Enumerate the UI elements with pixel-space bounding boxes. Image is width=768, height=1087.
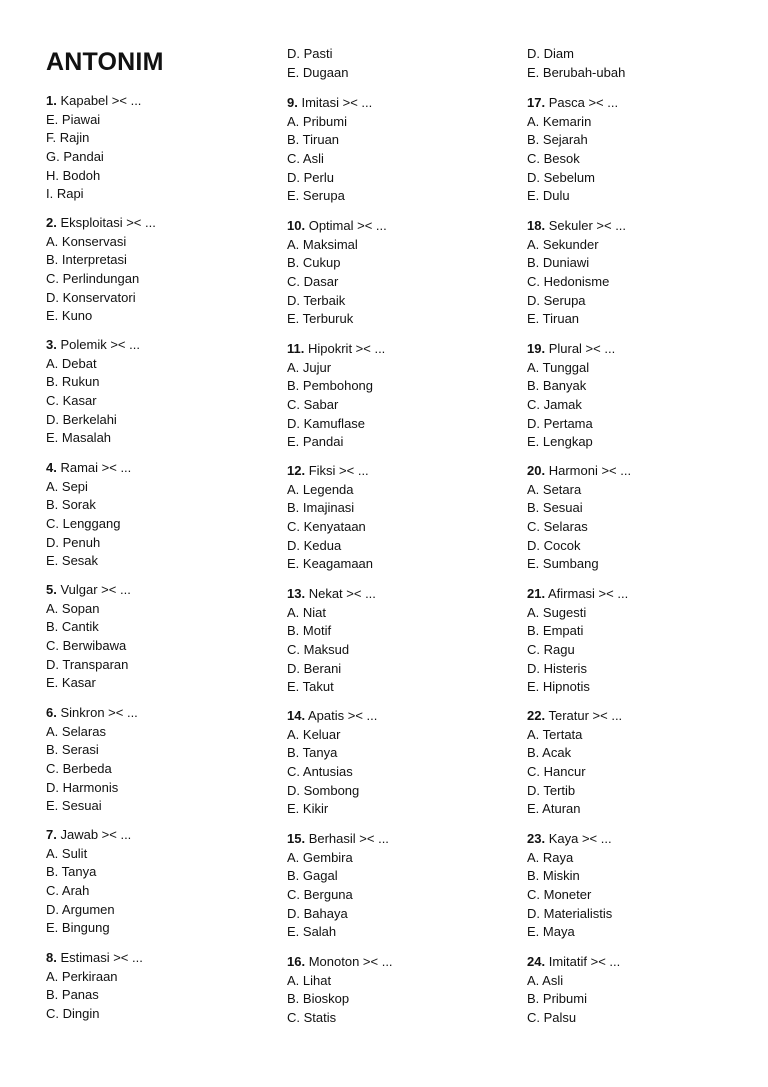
question-number: 24. <box>527 954 546 969</box>
question-header <box>46 214 156 233</box>
answer-option: D. Tertib <box>527 782 576 798</box>
answer-option: C. Berbeda <box>46 761 112 777</box>
question-word: Sinkron >< ... <box>60 705 138 720</box>
question-number: 20. <box>527 463 546 478</box>
question-header <box>287 462 373 481</box>
question-header <box>527 94 618 113</box>
answer-option: B. Pembohong <box>287 378 374 394</box>
question-15 <box>287 830 389 942</box>
answer-option: B. Tanya <box>46 864 97 880</box>
answer-option: E. Piawai <box>46 111 101 127</box>
question-3 <box>46 336 140 448</box>
answer-option: C. Berguna <box>287 887 353 903</box>
question-1 <box>46 92 141 204</box>
answer-option: A. Keluar <box>287 726 341 742</box>
question-number: 18. <box>527 218 546 233</box>
question-word: Apatis >< ... <box>307 708 378 723</box>
question-header <box>46 336 140 355</box>
answer-option: D. Berkelahi <box>46 411 117 427</box>
answer-option: A. Perkiraan <box>46 968 118 984</box>
answer-option: E. Salah <box>287 924 337 940</box>
question-header <box>527 585 628 604</box>
answer-option: B. Banyak <box>527 378 587 394</box>
answer-option: C. Jamak <box>527 397 582 413</box>
answer-option: E. Maya <box>527 924 575 940</box>
question-word: Jawab >< ... <box>60 827 132 842</box>
answer-option: D. Penuh <box>46 534 101 550</box>
answer-option: D. Kamuflase <box>287 415 366 431</box>
answer-option: B. Empati <box>527 623 584 639</box>
question-word: Estimasi >< ... <box>60 950 143 965</box>
question-header <box>46 826 131 845</box>
answer-option: E. Keagamaan <box>287 556 374 572</box>
answer-option: E. Lengkap <box>527 434 593 450</box>
question-header <box>287 217 387 236</box>
question-header <box>287 830 389 849</box>
answer-option: C. Kenyataan <box>287 519 366 535</box>
answer-option: G. Pandai <box>46 149 104 165</box>
answer-option: C. Statis <box>287 1010 337 1026</box>
question-header <box>527 953 620 972</box>
answer-option: F. Rajin <box>46 130 90 146</box>
answer-option: B. Cantik <box>46 619 99 635</box>
answer-option: B. Pribumi <box>527 991 587 1007</box>
question-word: Pasca >< ... <box>548 95 619 110</box>
answer-option: C. Hancur <box>527 764 586 780</box>
question-header <box>527 217 626 236</box>
question-8-continued <box>287 45 348 82</box>
question-word: Ramai >< ... <box>60 460 132 475</box>
question-number: 23. <box>527 831 546 846</box>
answer-option: D. Harmonis <box>46 779 119 795</box>
answer-option: C. Maksud <box>287 642 350 658</box>
answer-option: E. Sesuai <box>46 798 102 814</box>
answer-option: E. Pandai <box>287 434 344 450</box>
question-word: Kapabel >< ... <box>60 93 142 108</box>
answer-option: B. Sesuai <box>527 500 583 516</box>
question-word: Hipokrit >< ... <box>307 341 386 356</box>
question-number: 9. <box>287 95 298 110</box>
answer-option: E. Tiruan <box>527 311 580 327</box>
answer-option: A. Legenda <box>287 481 354 497</box>
question-number: 5. <box>46 582 57 597</box>
answer-option: E. Kuno <box>46 308 93 324</box>
question-16-continued <box>527 45 625 82</box>
question-10 <box>287 217 387 329</box>
answer-option: D. Pertama <box>527 415 593 431</box>
question-header <box>287 707 377 726</box>
question-number: 21. <box>527 586 546 601</box>
question-word: Kaya >< ... <box>548 831 612 846</box>
question-19 <box>527 340 615 452</box>
question-word: Sekuler >< ... <box>548 218 627 233</box>
answer-option: B. Bioskop <box>287 991 350 1007</box>
answer-option: I. Rapi <box>46 186 84 202</box>
question-number: 13. <box>287 586 306 601</box>
question-number: 6. <box>46 705 57 720</box>
question-number: 15. <box>287 831 306 846</box>
answer-option: E. Kikir <box>287 801 329 817</box>
answer-option: E. Berubah-ubah <box>527 64 626 80</box>
answer-option: C. Antusias <box>287 764 353 780</box>
answer-option: C. Arah <box>46 883 90 899</box>
answer-option: B. Sejarah <box>527 132 588 148</box>
question-22 <box>527 707 622 819</box>
answer-option: C. Ragu <box>527 642 575 658</box>
question-number: 7. <box>46 827 57 842</box>
answer-option: B. Tiruan <box>287 132 340 148</box>
question-header <box>46 704 138 723</box>
question-number: 8. <box>46 950 57 965</box>
question-header <box>287 953 393 972</box>
answer-option: D. Pasti <box>287 46 333 61</box>
answer-option: E. Aturan <box>527 801 581 817</box>
question-7 <box>46 826 131 938</box>
answer-option: E. Dugaan <box>287 64 349 80</box>
question-6 <box>46 704 138 816</box>
answer-option: A. Raya <box>527 849 574 865</box>
question-17 <box>527 94 618 206</box>
question-word: Monoton >< ... <box>308 954 393 969</box>
answer-option: A. Sopan <box>46 600 100 616</box>
question-word: Imitasi >< ... <box>301 95 373 110</box>
question-word: Afirmasi >< ... <box>547 586 629 601</box>
question-number: 19. <box>527 341 546 356</box>
answer-option: B. Miskin <box>527 868 580 884</box>
answer-option: E. Hipnotis <box>527 679 590 695</box>
answer-option: B. Motif <box>287 623 332 639</box>
answer-option: C. Dingin <box>46 1006 100 1022</box>
question-word: Imitatif >< ... <box>548 954 621 969</box>
answer-option: A. Debat <box>46 355 97 371</box>
question-number: 22. <box>527 708 546 723</box>
answer-option: D. Argumen <box>46 901 115 917</box>
question-number: 10. <box>287 218 306 233</box>
question-5 <box>46 581 131 693</box>
question-word: Fiksi >< ... <box>308 463 369 478</box>
answer-option: E. Sumbang <box>527 556 599 572</box>
answer-option: D. Cocok <box>527 537 581 553</box>
question-header <box>46 459 131 478</box>
answer-option: A. Maksimal <box>287 236 358 252</box>
question-2 <box>46 214 156 326</box>
answer-option: A. Lihat <box>287 972 332 988</box>
answer-option: E. Bingung <box>46 920 110 936</box>
answer-option: D. Serupa <box>527 292 586 308</box>
answer-option: D. Perlu <box>287 169 334 185</box>
question-number: 14. <box>287 708 306 723</box>
question-header <box>527 707 622 726</box>
answer-option: C. Selaras <box>527 519 588 535</box>
question-number: 2. <box>46 215 57 230</box>
answer-option: A. Sulit <box>46 845 88 861</box>
answer-option: D. Transparan <box>46 656 129 672</box>
answer-option: D. Histeris <box>527 660 587 676</box>
answer-option: B. Interpretasi <box>46 252 127 268</box>
answer-option: B. Rukun <box>46 374 100 390</box>
answer-option: A. Konservasi <box>46 233 127 249</box>
question-number: 1. <box>46 93 57 108</box>
answer-option: C. Sabar <box>287 397 339 413</box>
answer-option: C. Asli <box>287 151 324 167</box>
answer-option: A. Selaras <box>46 723 106 739</box>
answer-option: B. Serasi <box>46 742 99 758</box>
question-4 <box>46 459 131 571</box>
answer-option: D. Konservatori <box>46 289 136 305</box>
answer-option: A. Setara <box>527 481 582 497</box>
answer-option: D. Kedua <box>287 537 342 553</box>
question-word: Optimal >< ... <box>308 218 387 233</box>
page-title: ANTONIM <box>46 48 164 76</box>
answer-option: A. Gembira <box>287 849 353 865</box>
question-word: Polemik >< ... <box>60 337 140 352</box>
answer-option: D. Materialistis <box>527 905 613 921</box>
question-11 <box>287 340 385 452</box>
question-9 <box>287 94 372 206</box>
question-number: 11. <box>287 341 305 356</box>
answer-option: H. Bodoh <box>46 167 101 183</box>
question-header <box>46 92 141 111</box>
question-header <box>287 340 385 359</box>
answer-option: C. Kasar <box>46 393 97 409</box>
answer-option: E. Kasar <box>46 675 96 691</box>
question-number: 4. <box>46 460 57 475</box>
answer-option: A. Niat <box>287 604 327 620</box>
answer-option: B. Acak <box>527 745 572 761</box>
answer-option: D. Sombong <box>287 782 360 798</box>
answer-option: C. Perlindungan <box>46 271 140 287</box>
question-24 <box>527 953 620 1028</box>
answer-option: E. Terburuk <box>287 311 354 327</box>
question-word: Harmoni >< ... <box>548 463 632 478</box>
answer-option: E. Sesak <box>46 553 99 569</box>
answer-option: B. Sorak <box>46 497 96 513</box>
answer-option: B. Duniawi <box>527 255 590 271</box>
answer-option: E. Serupa <box>287 188 345 204</box>
question-header <box>46 581 131 600</box>
answer-option: B. Panas <box>46 987 99 1003</box>
answer-option: B. Tanya <box>287 745 338 761</box>
answer-option: C. Moneter <box>527 887 592 903</box>
question-word: Berhasil >< ... <box>308 831 389 846</box>
answer-option: B. Gagal <box>287 868 338 884</box>
question-word: Nekat >< ... <box>308 586 376 601</box>
answer-option: B. Imajinasi <box>287 500 355 516</box>
answer-option: D. Terbaik <box>287 292 346 308</box>
question-12 <box>287 462 373 574</box>
answer-option: C. Dasar <box>287 274 339 290</box>
question-23 <box>527 830 612 942</box>
question-number: 17. <box>527 95 546 110</box>
answer-option: A. Sugesti <box>527 604 587 620</box>
question-20 <box>527 462 631 574</box>
answer-option: C. Berwibawa <box>46 638 127 654</box>
question-number: 12. <box>287 463 306 478</box>
question-word: Vulgar >< ... <box>60 582 131 597</box>
answer-option: A. Asli <box>527 972 564 988</box>
answer-option: A. Kemarin <box>527 113 592 129</box>
question-18 <box>527 217 626 329</box>
question-header <box>527 340 615 359</box>
question-number: 3. <box>46 337 57 352</box>
answer-option: A. Tunggal <box>527 359 590 375</box>
answer-option: A. Jujur <box>287 359 332 375</box>
question-16 <box>287 953 393 1028</box>
answer-option: D. Sebelum <box>527 169 595 185</box>
answer-option: C. Hedonisme <box>527 274 610 290</box>
answer-option: C. Lenggang <box>46 516 121 532</box>
question-header <box>527 830 612 849</box>
answer-option: A. Pribumi <box>287 113 347 129</box>
question-word: Eksploitasi >< ... <box>60 215 156 230</box>
answer-option: C. Besok <box>527 151 580 167</box>
answer-option: E. Dulu <box>527 188 570 204</box>
answer-option: C. Palsu <box>527 1010 577 1026</box>
question-header <box>287 94 372 113</box>
answer-option: E. Takut <box>287 679 334 695</box>
question-number: 16. <box>287 954 306 969</box>
question-header <box>527 462 631 481</box>
answer-option: B. Cukup <box>287 255 341 271</box>
answer-option: D. Bahaya <box>287 905 348 921</box>
question-21 <box>527 585 628 697</box>
question-8 <box>46 949 143 1024</box>
answer-option: D. Berani <box>287 660 342 676</box>
question-word: Teratur >< ... <box>548 708 623 723</box>
answer-option: E. Masalah <box>46 430 112 446</box>
question-13 <box>287 585 376 697</box>
question-header <box>46 949 143 968</box>
answer-option: A. Sekunder <box>527 236 599 252</box>
answer-option: D. Diam <box>527 46 574 61</box>
answer-option: A. Sepi <box>46 478 88 494</box>
question-word: Plural >< ... <box>548 341 616 356</box>
answer-option: A. Tertata <box>527 726 583 742</box>
question-header <box>287 585 376 604</box>
question-14 <box>287 707 377 819</box>
